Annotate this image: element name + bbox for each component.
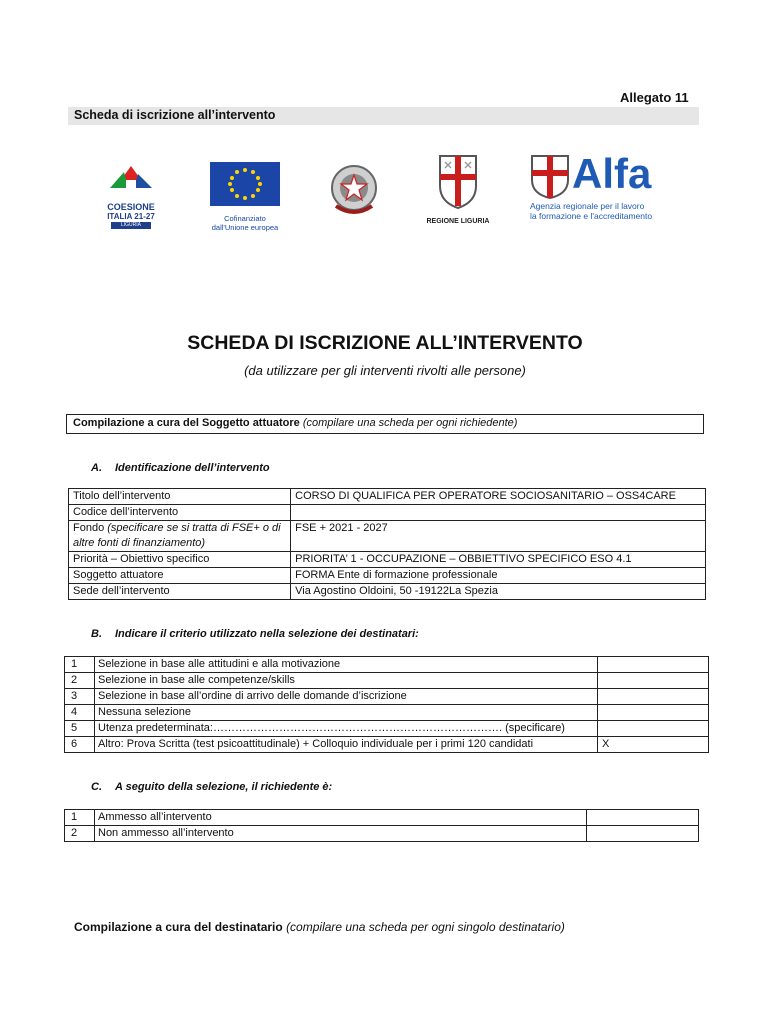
table-row — [69, 552, 706, 568]
section-b-title — [91, 628, 419, 640]
section-a-title — [91, 462, 270, 474]
eu-logo — [208, 162, 288, 232]
row-value: CORSO DI QUALIFICA PER OPERATORE SOCIOSANITARIO – OSS4CARE — [291, 489, 706, 505]
section-a-letter: A. — [91, 462, 102, 474]
row-label: Titolo dell’intervento — [69, 489, 291, 505]
section-a-table — [68, 488, 706, 600]
compilazione-attuatore-text — [73, 417, 517, 429]
section-c-table — [64, 809, 699, 842]
section-c-title — [91, 781, 332, 793]
table-row — [65, 657, 709, 673]
row-label: Soggetto attuatore — [69, 568, 291, 584]
coesione-italia-logo — [98, 158, 164, 228]
row-checkbox[interactable] — [587, 826, 699, 842]
row-checkbox[interactable] — [598, 689, 709, 705]
regione-liguria-logo — [418, 152, 498, 228]
row-num: 4 — [65, 705, 95, 721]
section-b-heading: Indicare il criterio utilizzato nella selezione dei destinatari: — [115, 628, 419, 640]
row-num: 2 — [65, 826, 95, 842]
section-c-heading: A seguito della selezione, il richiedente è: — [115, 781, 333, 793]
coesione-line3: LIGURIA — [111, 222, 151, 229]
compilazione-destinatario-italic: (compilare una scheda per ogni singolo destinatario) — [286, 920, 565, 934]
row-num: 5 — [65, 721, 95, 737]
coesione-line1: COESIONE — [107, 202, 155, 212]
italian-republic-emblem — [322, 158, 386, 228]
row-text: Selezione in base alle competenze/skills — [95, 673, 598, 689]
page-title: SCHEDA DI ISCRIZIONE ALL’INTERVENTO — [187, 332, 583, 354]
row-num: 6 — [65, 737, 95, 753]
row-value: FSE + 2021 - 2027 — [291, 521, 706, 552]
table-row — [65, 689, 709, 705]
row-label — [69, 521, 291, 552]
compilazione-attuatore-italic: (compilare una scheda per ogni richiedente) — [302, 417, 518, 429]
row-text: Ammesso all’intervento — [95, 810, 587, 826]
row-text: Selezione in base alle attitudini e alla motivazione — [95, 657, 598, 673]
compilazione-attuatore-box — [66, 414, 704, 434]
row-checkbox[interactable] — [598, 721, 709, 737]
compilazione-attuatore-bold: Compilazione a cura del Soggetto attuatore — [73, 417, 300, 429]
row-checkbox[interactable]: X — [598, 737, 709, 753]
section-b-table — [64, 656, 709, 753]
table-row — [65, 737, 709, 753]
header-bar — [68, 107, 699, 125]
table-row — [65, 810, 699, 826]
allegato-label: Allegato 11 — [620, 90, 689, 105]
row-checkbox[interactable] — [598, 657, 709, 673]
row-text: Utenza predeterminata:……………………………………………………………………. (specificare) — [95, 721, 598, 737]
table-row — [65, 721, 709, 737]
fondo-label-note: (specificare se si tratta di FSE+ o di altre fonti di finanziamento) — [73, 522, 281, 549]
header-bar-text: Scheda di iscrizione all’intervento — [74, 108, 276, 122]
row-label: Priorità – Obiettivo specifico — [69, 552, 291, 568]
section-b-letter: B. — [91, 628, 102, 640]
row-label: Codice dell’intervento — [69, 505, 291, 521]
row-checkbox[interactable] — [598, 673, 709, 689]
table-row — [65, 705, 709, 721]
liguria-label: REGIONE LIGURIA — [426, 218, 490, 225]
row-value — [291, 505, 706, 521]
row-text: Altro: Prova Scritta (test psicoattitudinale) + Colloquio individuale per i primi 120 candidati — [95, 737, 598, 753]
row-num: 1 — [65, 657, 95, 673]
fondo-label: Fondo — [73, 522, 105, 534]
row-value: FORMA Ente di formazione professionale — [291, 568, 706, 584]
row-num: 1 — [65, 810, 95, 826]
row-value: PRIORITA’ 1 - OCCUPAZIONE – OBBIETTIVO SPECIFICO ESO 4.1 — [291, 552, 706, 568]
table-row — [69, 505, 706, 521]
table-row — [65, 673, 709, 689]
row-checkbox[interactable] — [587, 810, 699, 826]
table-row — [65, 826, 699, 842]
table-row — [69, 489, 706, 505]
table-row — [69, 568, 706, 584]
row-text: Non ammesso all’intervento — [95, 826, 587, 842]
logo-row — [60, 150, 720, 230]
row-text: Selezione in base all’ordine di arrivo delle domande d’iscrizione — [95, 689, 598, 705]
coesione-line2: ITALIA 21-27 — [107, 212, 155, 221]
alfa-name: Alfa — [572, 150, 652, 197]
row-text: Nessuna selezione — [95, 705, 598, 721]
page-subtitle: (da utilizzare per gli interventi rivolti alle persone) — [244, 363, 526, 378]
alfa-line2: la formazione e l'accreditamento — [530, 211, 653, 221]
table-row — [69, 584, 706, 600]
row-checkbox[interactable] — [598, 705, 709, 721]
table-row — [69, 521, 706, 552]
compilazione-destinatario-bold: Compilazione a cura del destinatario — [74, 920, 283, 934]
row-num: 3 — [65, 689, 95, 705]
compilazione-destinatario-text — [74, 920, 565, 934]
alfa-line1: Agenzia regionale per il lavoro — [530, 201, 645, 211]
eu-line2: dall'Unione europea — [211, 223, 279, 232]
eu-line1: Cofinanziato — [224, 214, 266, 223]
row-num: 2 — [65, 673, 95, 689]
alfa-logo — [530, 150, 690, 228]
section-c-letter: C. — [91, 781, 102, 793]
row-label: Sede dell’intervento — [69, 584, 291, 600]
row-value: Via Agostino Oldoini, 50 -19122La Spezia — [291, 584, 706, 600]
section-a-heading: Identificazione dell’intervento — [115, 462, 270, 474]
